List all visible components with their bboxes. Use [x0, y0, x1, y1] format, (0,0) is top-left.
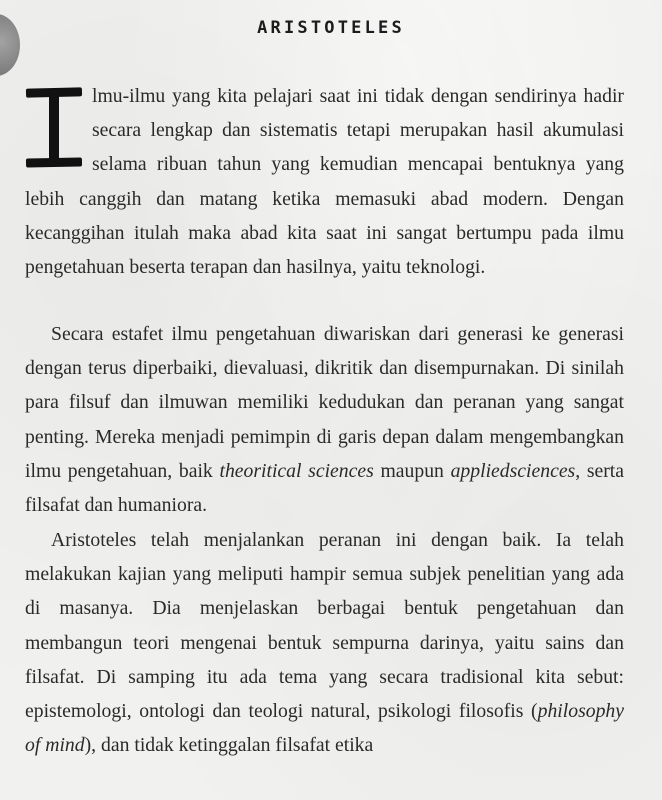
paragraph-1	[25, 79, 624, 284]
paragraph-3-italic: philosophy of mind	[25, 700, 624, 757]
paragraph-2-text-a: Secara estafet ilmu pengetahuan diwariskan dari generasi ke generasi dengan terus diperbaiki, dievaluasi, dikritik dan disempurnakan. Di sinilah para filsuf dan ilmuwan memiliki kedudukan dan peranan yang sangat penting. Mereka menjadi pemimpin di garis depan dalam mengembangkan ilmu pengetahuan, baik	[25, 323, 624, 482]
running-head: ARISTOTELES	[257, 18, 405, 38]
paragraph-2-text-c: , serta filsafat dan humaniora.	[25, 459, 625, 517]
paragraph-3	[25, 523, 624, 762]
paragraph-1-text: lmu-ilmu yang kita pelajari saat ini tidak dengan sendirinya hadir secara lengkap dan sistematis tetapi merupakan hasil akumulasi selama ribuan tahun yang kemudian mencapai bentuknya yang lebih canggih dan matang ketika memasuki abad modern. Dengan kecanggihan itulah maka abad kita saat ini sangat bertumpu pada ilmu pengetahuan beserta terapan dan hasilnya, yaitu teknologi.	[25, 85, 624, 279]
paragraph-2	[25, 317, 624, 522]
paragraph-2-italic-1: theoritical sciences	[219, 459, 374, 482]
paragraph-2-text-b: maupun	[373, 459, 451, 482]
paragraph-3-text-a: Aristoteles telah menjalankan peranan ini dengan baik. Ia telah melakukan kajian yang meliputi hampir semua subjek penelitian yang ada di masanya. Dia menjelaskan berbagai bentuk pengetahuan dan membangun teori mengenai bentuk sempurna darinya, yaitu sains dan filsafat. Di samping itu ada tema yang secara tradisional kita sebut: epistemologi, ontologi dan teologi natural, psikologi filosofis (	[25, 529, 624, 723]
paragraph-2-italic-2: appliedsciences	[450, 459, 576, 482]
paragraph-3-text-b: ), dan tidak ketinggalan filsafat etika	[84, 734, 374, 757]
